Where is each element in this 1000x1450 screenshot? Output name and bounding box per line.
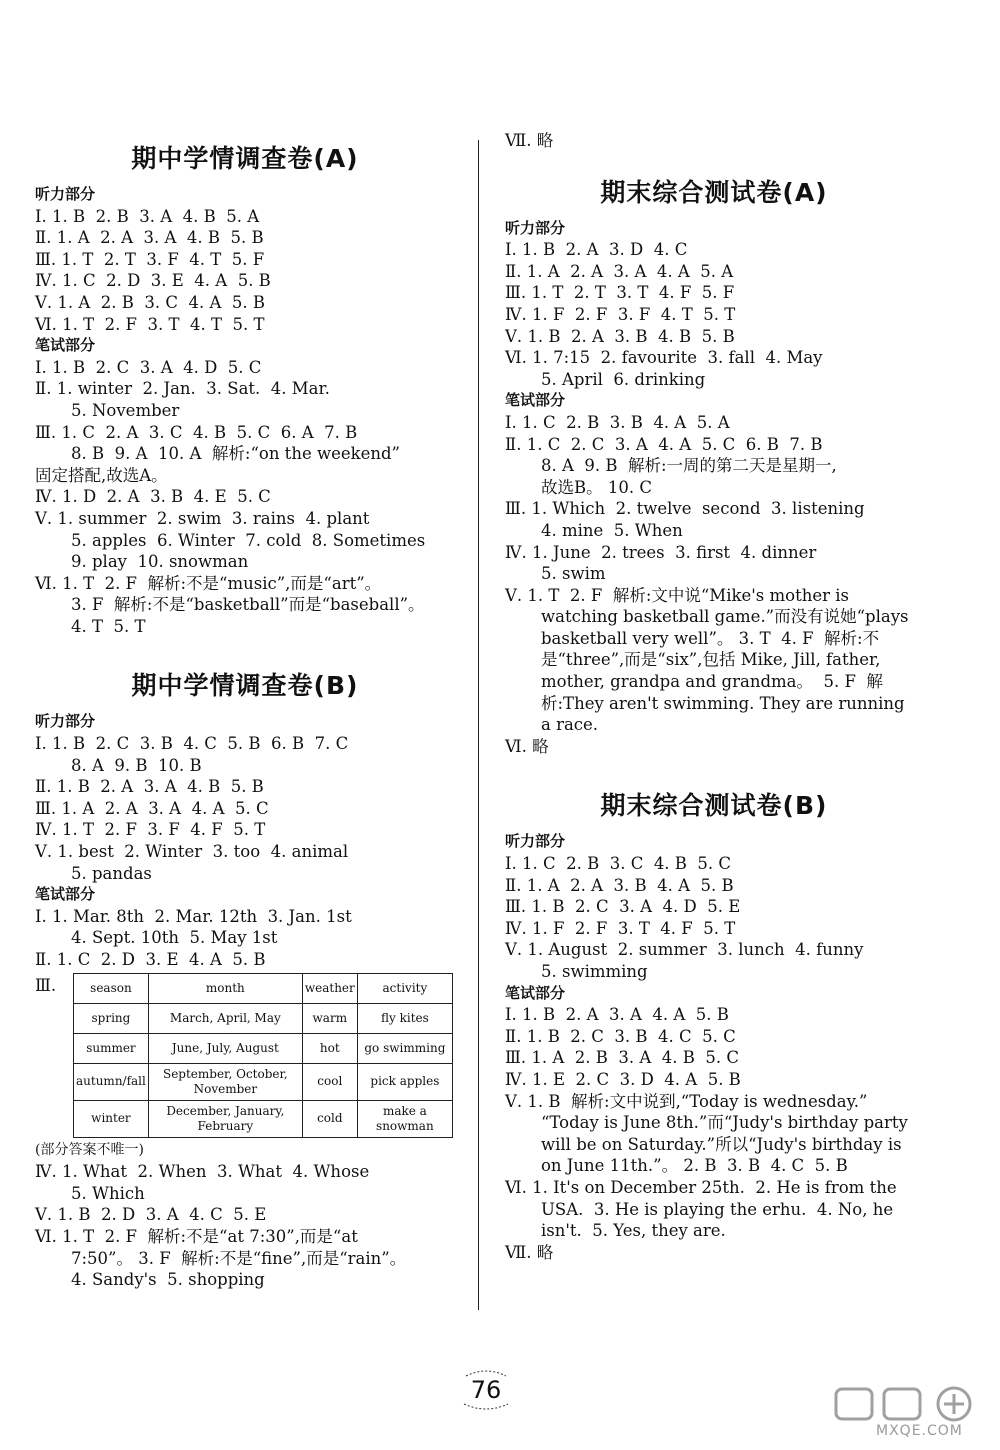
answer-block: [35, 206, 455, 336]
answer-line: Ⅰ. 1. B 2. B 3. A 4. B 5. A: [35, 206, 260, 226]
table-cell: activity: [357, 973, 452, 1003]
written-label: 笔试部分: [505, 983, 566, 1002]
answer-line: 5. apples 6. Winter 7. cold 8. Sometimes: [71, 530, 426, 550]
written-label: 笔试部分: [35, 885, 96, 904]
section-title-final-b: 期末综合测试卷(B): [600, 791, 828, 821]
answer-line: Ⅳ. 1. What 2. When 3. What 4. Whose: [35, 1162, 370, 1182]
answer-line: basketball very well”。 3. T 4. F 解析:不: [541, 628, 880, 648]
table-row: [74, 973, 453, 1003]
answer-line: a race.: [541, 715, 599, 735]
table-cell: cool: [302, 1063, 357, 1100]
answer-line: 8. A 9. B 10. B: [71, 755, 202, 775]
section-title-midterm-a: 期中学情调查卷(A): [131, 144, 359, 173]
answer-line: Ⅳ. 1. D 2. A 3. B 4. E 5. C: [35, 487, 271, 507]
table-cell: September, October, November: [148, 1063, 302, 1100]
answer-line: Ⅱ. 1. B 2. A 3. A 4. B 5. B: [35, 777, 264, 797]
answer-line: 5. November: [71, 400, 180, 420]
answer-line: Ⅳ. 1. F 2. F 3. F 4. T 5. T: [505, 304, 736, 324]
answer-line: 是“three”,而是“six”,包括 Mike, Jill, father,: [541, 650, 881, 670]
answer-line: Ⅳ. 1. E 2. C 3. D 4. A 5. B: [505, 1069, 741, 1089]
table-label: Ⅲ.: [35, 975, 57, 995]
answer-line: 故选B。 10. C: [541, 477, 652, 497]
answer-block: [35, 906, 455, 971]
answer-line: Ⅵ. 略: [505, 736, 549, 756]
answer-line: 5. swimming: [541, 962, 648, 981]
season-table: [73, 973, 453, 1138]
written-label: 笔试部分: [35, 336, 96, 355]
table-cell: summer: [74, 1033, 149, 1063]
watermark: [832, 1385, 992, 1445]
table-cell: make a snowman: [357, 1100, 452, 1137]
answer-line: Ⅱ. 1. C 2. C 3. A 4. A 5. C 6. B 7. B: [505, 434, 823, 454]
table-cell: weather: [302, 973, 357, 1003]
answer-line: on June 11th.”。 2. B 3. B 4. C 5. B: [541, 1156, 848, 1176]
table-cell: spring: [74, 1003, 149, 1033]
season-table-block: [35, 973, 455, 1138]
answer-line: Ⅱ. 1. A 2. A 3. B 4. A 5. B: [505, 875, 734, 895]
watermark-logo-icon: [832, 1385, 992, 1425]
answer-line: Ⅰ. 1. B 2. C 3. B 4. C 5. B 6. B 7. C: [35, 734, 349, 754]
table-cell: fly kites: [357, 1003, 452, 1033]
table-row: [74, 1063, 453, 1100]
listening-label: 听力部分: [505, 218, 566, 237]
left-column: [35, 130, 455, 1291]
answer-line: Ⅲ. 1. T 2. T 3. T 4. F 5. F: [505, 283, 735, 303]
table-cell: winter: [74, 1100, 149, 1137]
table-row: [74, 1003, 453, 1033]
table-cell: season: [74, 973, 149, 1003]
table-cell: June, July, August: [148, 1033, 302, 1063]
answer-line: “Today is June 8th.”而“Judy's birthday party: [541, 1113, 908, 1133]
written-label: 笔试部分: [505, 391, 566, 410]
answer-block: [35, 357, 455, 638]
answer-line: 固定搭配,故选A。: [35, 465, 168, 485]
answer-block: [35, 1161, 455, 1291]
answer-line: Ⅴ. 1. B 解析:文中说到,“Today is wednesday.”: [505, 1091, 868, 1111]
answer-line: Ⅱ. 1. winter 2. Jan. 3. Sat. 4. Mar.: [35, 379, 330, 399]
answer-line: 4. Sept. 10th 5. May 1st: [71, 928, 278, 948]
answer-block: [505, 412, 923, 758]
answer-line: 7:50”。 3. F 解析:不是“fine”,而是“rain”。: [71, 1248, 407, 1268]
answer-line: Ⅳ. 1. June 2. trees 3. first 4. dinner: [505, 542, 817, 562]
answer-line: Ⅴ. 1. B 2. A 3. B 4. B 5. B: [505, 326, 735, 346]
answer-line: Ⅱ. 1. C 2. D 3. E 4. A 5. B: [35, 950, 266, 969]
answer-line: Ⅵ. 1. T 2. F 解析:不是“music”,而是“art”。: [35, 573, 382, 593]
answer-line: 5. pandas: [71, 863, 152, 883]
answer-line: Ⅵ. 1. T 2. F 解析:不是“at 7:30”,而是“at: [35, 1226, 358, 1246]
answer-line: 4. T 5. T: [71, 616, 146, 636]
section-title-midterm-b: 期中学情调查卷(B): [131, 671, 359, 701]
answer-line: Ⅳ. 1. T 2. F 3. F 4. F 5. T: [35, 820, 266, 840]
answer-line: 4. Sandy's 5. shopping: [71, 1270, 265, 1290]
answer-line: 5. swim: [541, 564, 606, 584]
table-cell: March, April, May: [148, 1003, 302, 1033]
answer-block: [505, 239, 923, 390]
answer-line: 9. play 10. snowman: [71, 552, 249, 572]
page-number-text: 76: [470, 1376, 502, 1404]
answer-line: 3. F 解析:不是“basketball”而是“baseball”。: [71, 595, 425, 615]
answer-line: Ⅲ. 1. C 2. A 3. C 4. B 5. C 6. A 7. B: [35, 422, 358, 442]
answer-line: Ⅴ. 1. T 2. F 解析:文中说“Mike's mother is: [505, 585, 849, 605]
table-row: [74, 1033, 453, 1063]
page-number: [458, 1368, 514, 1412]
answer-line: 8. A 9. B 解析:一周的第二天是星期一,: [541, 456, 837, 476]
table-cell: hot: [302, 1033, 357, 1063]
answer-line: Ⅴ. 1. summer 2. swim 3. rains 4. plant: [35, 508, 370, 528]
section-title-final-a: 期末综合测试卷(A): [600, 177, 828, 207]
answer-line: isn't. 5. Yes, they are.: [541, 1221, 726, 1241]
answer-line: Ⅰ. 1. C 2. B 3. C 4. B 5. C: [505, 854, 732, 874]
answer-line: Ⅱ. 1. B 2. C 3. B 4. C 5. C: [505, 1026, 736, 1046]
answer-line: Ⅱ. 1. A 2. A 3. A 4. B 5. B: [35, 228, 264, 248]
answer-line: watching basketball game.”而没有说她“plays: [541, 607, 909, 627]
answer-line: USA. 3. He is playing the erhu. 4. No, he: [541, 1199, 894, 1219]
answer-line: Ⅴ. 1. B 2. D 3. A 4. C 5. E: [35, 1205, 267, 1225]
table-cell: warm: [302, 1003, 357, 1033]
table-cell: month: [148, 973, 302, 1003]
table-cell: autumn/fall: [74, 1063, 149, 1100]
answer-line: Ⅴ. 1. A 2. B 3. C 4. A 5. B: [35, 292, 266, 312]
answer-line: Ⅳ. 1. F 2. F 3. T 4. F 5. T: [505, 918, 736, 938]
answer-line: Ⅴ. 1. best 2. Winter 3. too 4. animal: [35, 842, 349, 862]
table-cell: cold: [302, 1100, 357, 1137]
answer-block: [505, 1004, 923, 1263]
answer-line: Ⅴ. 1. August 2. summer 3. lunch 4. funny: [505, 940, 864, 960]
right-column: [505, 130, 923, 1263]
answer-line: Ⅲ. 1. B 2. C 3. A 4. D 5. E: [505, 897, 741, 917]
table-row: [74, 1100, 453, 1137]
answer-line: Ⅰ. 1. B 2. A 3. A 4. A 5. B: [505, 1005, 729, 1025]
answer-line: Ⅵ. 1. T 2. F 3. T 4. T 5. T: [35, 314, 265, 334]
answer-line: Ⅲ. 1. T 2. T 3. F 4. T 5. F: [35, 249, 265, 269]
answer-line: Ⅰ. 1. C 2. B 3. B 4. A 5. A: [505, 412, 730, 432]
watermark-text: MXQE.COM: [876, 1423, 963, 1439]
answer-block: [35, 733, 455, 884]
answer-line: Ⅱ. 1. A 2. A 3. A 4. A 5. A: [505, 261, 734, 281]
answer-line: Ⅶ. 略: [505, 1242, 554, 1262]
answer-line: 析:They aren't swimming. They are running: [541, 693, 905, 713]
answer-line: Ⅰ. 1. B 2. C 3. A 4. D 5. C: [35, 357, 262, 377]
listening-label: 听力部分: [505, 832, 566, 851]
answer-line: 8. B 9. A 10. A 解析:“on the weekend”: [71, 444, 400, 464]
answer-line: Ⅵ. 1. 7:15 2. favourite 3. fall 4. May: [505, 348, 823, 368]
answer-line: Ⅵ. 1. It's on December 25th. 2. He is from the: [505, 1177, 897, 1197]
answer-line: will be on Saturday.”所以“Judy's birthday is: [541, 1134, 902, 1154]
answer-line: Ⅶ. 略: [505, 131, 554, 150]
column-divider: [478, 140, 479, 1310]
answer-line: Ⅳ. 1. C 2. D 3. E 4. A 5. B: [35, 271, 271, 291]
table-cell: go swimming: [357, 1033, 452, 1063]
answer-line: Ⅰ. 1. B 2. A 3. D 4. C: [505, 240, 688, 260]
listening-label: 听力部分: [35, 712, 96, 731]
answer-line: 5. April 6. drinking: [541, 369, 706, 389]
answer-line: 5. Which: [71, 1183, 145, 1203]
table-note: (部分答案不唯一): [35, 1141, 144, 1158]
table-cell: pick apples: [357, 1063, 452, 1100]
answer-line: mother, grandpa and grandma。 5. F 解: [541, 672, 883, 692]
answer-line: 4. mine 5. When: [541, 520, 683, 540]
answer-line: Ⅲ. 1. A 2. B 3. A 4. B 5. C: [505, 1048, 740, 1068]
listening-label: 听力部分: [35, 185, 96, 203]
answer-line: Ⅰ. 1. Mar. 8th 2. Mar. 12th 3. Jan. 1st: [35, 906, 352, 926]
answer-line: Ⅲ. 1. Which 2. twelve second 3. listening: [505, 499, 865, 519]
table-cell: December, January, February: [148, 1100, 302, 1137]
answer-block: [505, 853, 923, 983]
answer-line: Ⅲ. 1. A 2. A 3. A 4. A 5. C: [35, 798, 269, 818]
